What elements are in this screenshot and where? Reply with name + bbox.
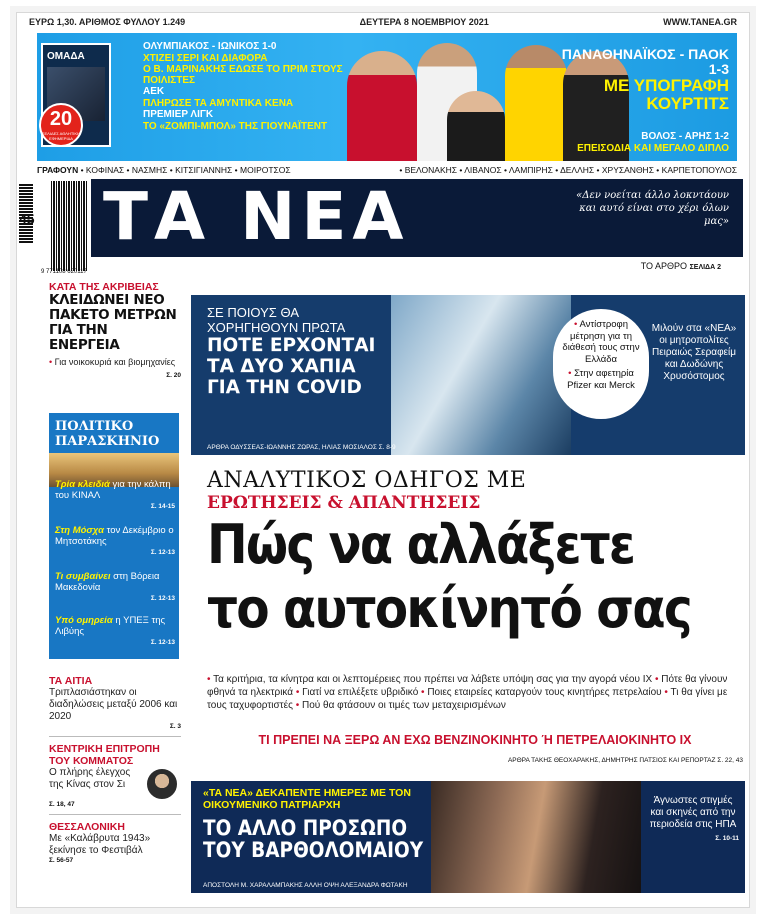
coach-figure	[447, 91, 505, 161]
sports-right2-sub: ΕΠΕΙΣΟΔΙΑ ΚΑΙ ΜΕΓΑΛΟ ΔΙΠΛΟ	[577, 143, 729, 154]
sports-item-head: ΑΕΚ	[143, 86, 165, 97]
covid-pills-story[interactable]	[191, 295, 745, 455]
main-bullet: Ποιες εταιρείες καταργούν τους κινητήρες πετρελαίου	[427, 687, 662, 698]
divider	[49, 814, 181, 815]
main-headline-2: το αυτοκίνητό σας	[207, 577, 691, 640]
editorial-ref[interactable]	[641, 261, 721, 271]
thessaloniki-page: Σ. 56-57	[49, 857, 74, 864]
patriarch-right[interactable]	[647, 795, 739, 845]
political-item-page: Σ. 12-13	[150, 639, 175, 646]
energy-page: Σ. 20	[166, 372, 181, 379]
price-issue: ΕΥΡΩ 1,30. ΑΡΙΘΜΟΣ ΦΥΛΛΟΥ 1.249	[29, 17, 186, 27]
main-bullets: • Τα κριτήρια, τα κίνητρα και οι λεπτομέρειες που πρέπει να λάβετε υπόψη σας για την αγορά νέου ΙΧ • Πότε θα γίνουν φθηνά τα ηλεκτρικά • Γιατί να επιλέξετε υβριδικό • Ποιες εταιρείες καταργούν τους κινητήρες πετρελαίου • Τι θα γίνει με τους ταχυφορτιστές • Πού θα φτάσουν οι τιμές των μεταχειρισμένων	[207, 674, 728, 711]
covid-headline: ΠΟΤΕ ΕΡΧΟΝΤΑΙ ΤΑ ΔΥΟ ΧΑΠΙΑ ΓΙΑ ΤΗΝ COVID	[207, 335, 376, 398]
masthead	[91, 179, 743, 257]
causes-page: Σ. 3	[169, 723, 181, 730]
covid-kicker: ΣΕ ΠΟΙΟΥΣ ΘΑ ΧΟΡΗΓΗΘΟΥΝ ΠΡΩΤΑ	[207, 305, 346, 335]
writers-right: • ΒΕΛΟΝΑΚΗΣ • ΛΙΒΑΝΟΣ • ΛΑΜΠΙΡΗΣ • ΔΕΛΛΗΣ • ΧΡΥΣΑΝΘΗΣ • ΚΑΡΠΕΤΟΠΟΥΛΟΣ	[399, 165, 737, 175]
xi-portrait	[145, 767, 179, 801]
patriarch-headline-1: ΤΟ ΑΛΛΟ ΠΡΟΣΩΠΟ	[203, 816, 408, 840]
barcode	[51, 181, 87, 271]
committee-text: Ο πλήρης έλεγχος της Κίνας στον Σι	[49, 767, 131, 790]
committee-story[interactable]	[49, 743, 181, 808]
sports-item-sub: ΤΟ «ΖΟΜΠΙ-ΜΠΟΛ» ΤΗΣ ΓΙΟΥΝΑΪΤΕΝΤ	[143, 121, 328, 132]
issue-date: ΔΕΥΤΕΡΑ 8 ΝΟΕΜΒΡΙΟΥ 2021	[359, 17, 489, 27]
energy-kicker: ΚΑΤΑ ΤΗΣ ΑΚΡΙΒΕΙΑΣ	[49, 281, 159, 293]
sports-strip[interactable]	[37, 33, 737, 161]
main-bullet: Πότε θα γίνουν φθηνά τα ηλεκτρικά	[207, 674, 728, 698]
sports-right-items	[549, 47, 729, 154]
main-bullet: Γιατί να επιλέξετε υβριδικό	[302, 687, 419, 698]
political-item[interactable]	[55, 479, 175, 512]
main-redline: ΤΙ ΠΡΕΠΕΙ ΝΑ ΞΕΡΩ ΑΝ ΕΧΩ ΒΕΝΖΙΝΟΚΙΝΗΤΟ Ή ΠΕΤΡΕΛΑΙΟΚΙΝΗΤΟ ΙΧ	[258, 733, 692, 747]
thessaloniki-story[interactable]	[49, 821, 181, 864]
badge-number: 20	[49, 108, 73, 130]
sports-right-head: ΠΑΝΑΘΗΝΑΪΚΟΣ - ΠΑΟΚ 1-3	[561, 46, 729, 77]
political-item[interactable]	[55, 571, 175, 604]
website[interactable]: WWW.TANEA.GR	[663, 17, 737, 27]
pages-badge	[39, 103, 83, 147]
sports-left-items	[143, 41, 343, 132]
energy-sub-wrap: • Για νοικοκυριά και βιομηχανίες Σ. 20	[49, 357, 181, 379]
hospital-photo	[391, 295, 571, 455]
political-backstage[interactable]	[49, 413, 179, 659]
political-item-page: Σ. 14-15	[150, 503, 175, 510]
political-item-text: στη Βόρεια Μακεδονία	[55, 571, 160, 593]
political-item-hl: Τι συμβαίνει	[55, 571, 111, 582]
sports-right2-head: ΒΟΛΟΣ - ΑΡΗΣ 1-2	[641, 131, 729, 142]
patriarch-byline: ΑΠΟΣΤΟΛΗ Μ. ΧΑΡΑΛΑΜΠΑΚΗΣ ΑΛΛΗ ΟΨΗ ΑΛΕΞΑΝΔΡΑ ΦΩΤΑΚΗ	[203, 882, 408, 889]
main-kicker-1: ΑΝΑΛΥΤΙΚΟΣ ΟΔΗΓΟΣ ΜΕ	[207, 468, 527, 493]
energy-headline: ΚΛΕΙΔΩΝΕΙ ΝΕΟ ΠΑΚΕΤΟ ΜΕΤΡΩΝ ΓΙΑ ΤΗΝ ΕΝΕΡΓΕΙΑ	[49, 292, 177, 353]
sports-item-sub: ΠΛΗΡΩΣΕ ΤΑ ΑΜΥΝΤΙΚΑ ΚΕΝΑ	[143, 98, 294, 109]
arthro-page: ΣΕΛΙΔΑ 2	[689, 264, 721, 271]
energy-story[interactable]	[49, 281, 181, 381]
political-item-text: για την κάλπη του ΚΙΝΑΛ	[55, 479, 171, 501]
sports-item-sub: ΧΤΙΖΕΙ ΣΕΡΙ ΚΑΙ ΔΙΑΦΟΡΑ	[143, 53, 268, 64]
energy-sub: Για νοικοκυριά και βιομηχανίες	[54, 357, 176, 367]
political-item[interactable]	[55, 615, 175, 648]
causes-text: Τριπλασιάστηκαν οι διαδηλώσεις μεταξύ 2006 και 2020	[49, 687, 178, 722]
badge-sub: ΣΕΛΙΔΕΣ ΑΘΛΗΤΙΚΗ ΕΦΗΜΕΡΙΔΑ	[42, 131, 80, 141]
thessaloniki-text: Με «Καλάβρυτα 1943» ξεκίνησε το Φεστιβάλ	[49, 833, 151, 856]
magazine-title: ΟΜΑΔΑ	[47, 51, 85, 62]
sports-item-head: ΠΡΕΜΙΕΡ ΛΙΓΚ	[143, 109, 214, 120]
writers-left: • ΚΟΦΙΝΑΣ • ΝΑΣΜΗΣ • ΚΙΤΣΙΓΙΑΝΝΗΣ • ΜΟΙΡΟΤΣΟΣ	[80, 165, 291, 175]
committee-page: Σ. 18, 47	[49, 801, 75, 808]
main-headline-1: Πώς να αλλάξετε	[207, 513, 635, 576]
political-item-page: Σ. 12-13	[150, 595, 175, 602]
side-number: 45	[19, 211, 35, 227]
player-figure	[347, 51, 417, 161]
top-line	[29, 17, 737, 31]
writers-line	[37, 163, 737, 177]
main-bullet: Πού θα φτάσουν οι τιμές των μεταχειρισμένων	[301, 700, 506, 711]
arthro-label: ΤΟ ΑΡΘΡΟ	[640, 261, 688, 271]
newspaper-logo[interactable]: ΤΑ ΝΕΑ	[103, 178, 410, 255]
political-item-page: Σ. 12-13	[150, 549, 175, 556]
editorial-quote: «Δεν νοείται άλλο λοκντάουν και αυτό είναι στο χέρι όλων μας»	[576, 190, 729, 227]
covid-circle-1: Αντίστροφη μέτρηση για τη διάθεσή τους στην Ελλάδα	[562, 319, 640, 365]
political-item-text: τον Δεκέμβριο ο Μητσοτάκης	[55, 525, 174, 547]
left-briefs	[49, 675, 181, 864]
main-bullet: Τι θα γίνει με τους ταχυφορτιστές	[207, 687, 728, 711]
covid-circle-2: Στην αφετηρία Pfizer και Merck	[567, 368, 635, 391]
sports-item-sub: Ο Β. ΜΑΡΙΝΑΚΗΣ ΕΔΩΣΕ ΤΟ ΠΡΙΜ ΣΤΟΥΣ ΠΟΙΛΙΣΤΕΣ	[143, 64, 343, 86]
patriarch-photo	[431, 781, 641, 893]
front-page	[16, 12, 750, 908]
committee-kicker: ΚΕΝΤΡΙΚΗ ΕΠΙΤΡΟΠΗ ΤΟΥ ΚΟΜΜΑΤΟΣ	[49, 743, 160, 767]
main-story[interactable]	[207, 469, 743, 641]
covid-info-circle: • Αντίστροφη μέτρηση για τη διάθεσή τους στην Ελλάδα • Στην αφετηρία Pfizer και Merck	[553, 309, 649, 419]
writers-label: ΓΡΑΦΟΥΝ	[37, 165, 79, 175]
covid-byline: ΑΡΘΡΑ ΟΔΥΣΣΕΑΣ-ΙΩΑΝΝΗΣ ΖΩΡΑΣ, ΗΛΙΑΣ ΜΟΣΙΑΛΟΣ Σ. 8-9	[207, 444, 396, 451]
political-item-text: η ΥΠΕΞ της Λιβύης	[55, 615, 166, 637]
political-item[interactable]	[55, 525, 175, 558]
patriarch-right-text: Άγνωστες στιγμές και σκηνές από την περιοδεία στις ΗΠΑ	[649, 795, 737, 830]
metropolitans-text[interactable]: Μιλούν στα «ΝΕΑ» οι μητροπολίτες Πειραιώς Σεραφείμ και Δωδώνης Χρυσόστομος	[651, 323, 737, 382]
divider	[49, 736, 181, 737]
causes-kicker: ΤΑ ΑΙΤΙΑ	[49, 675, 93, 687]
patriarch-right-page: Σ. 10-11	[715, 835, 739, 842]
patriarch-headline-2: ΤΟΥ ΒΑΡΘΟΛΟΜΑΙΟΥ	[203, 838, 424, 862]
causes-story[interactable]	[49, 675, 181, 730]
political-item-hl: Υπό ομηρεία	[55, 615, 113, 626]
political-title: ΠΟΛΙΤΙΚΟ ΠΑΡΑΣΚΗΝΙΟ	[55, 419, 160, 449]
patriarch-story[interactable]	[191, 781, 745, 893]
political-item-hl: Στη Μόσχα	[55, 525, 104, 536]
thessaloniki-kicker: ΘΕΣΣΑΛΟΝΙΚΗ	[49, 821, 125, 833]
main-kicker-2: ΕΡΩΤΗΣΕΙΣ & ΑΠΑΝΤΗΣΕΙΣ	[207, 493, 481, 513]
patriarch-kicker: «ΤΑ ΝΕΑ» ΔΕΚΑΠΕΝΤΕ ΗΜΕΡΕΣ ΜΕ ΤΟΝ ΟΙΚΟΥΜΕΝΙΚΟ ΠΑΤΡΙΑΡΧΗ	[203, 787, 411, 811]
sports-item-head: ΟΛΥΜΠΙΑΚΟΣ - ΙΩΝΙΚΟΣ 1-0	[143, 41, 277, 52]
sports-right-sub: ΜΕ ΥΠΟΓΡΑΦΗ ΚΟΥΡΤΙΤΣ	[603, 76, 729, 113]
barcode-text: 9 771108 620117	[41, 269, 87, 275]
main-byline: ΑΡΘΡΑ ΤΑΚΗΣ ΘΕΟΧΑΡΑΚΗΣ, ΔΗΜΗΤΡΗΣ ΠΑΤΣΙΟΣ ΚΑΙ ΡΕΠΟΡΤΑΖ Σ. 22, 43	[507, 757, 743, 764]
political-item-hl: Τρία κλειδιά	[55, 479, 110, 490]
main-bullet: Τα κριτήρια, τα κίνητρα και οι λεπτομέρειες που πρέπει να λάβετε υπόψη σας για την αγορά νέου ΙΧ	[213, 674, 653, 685]
